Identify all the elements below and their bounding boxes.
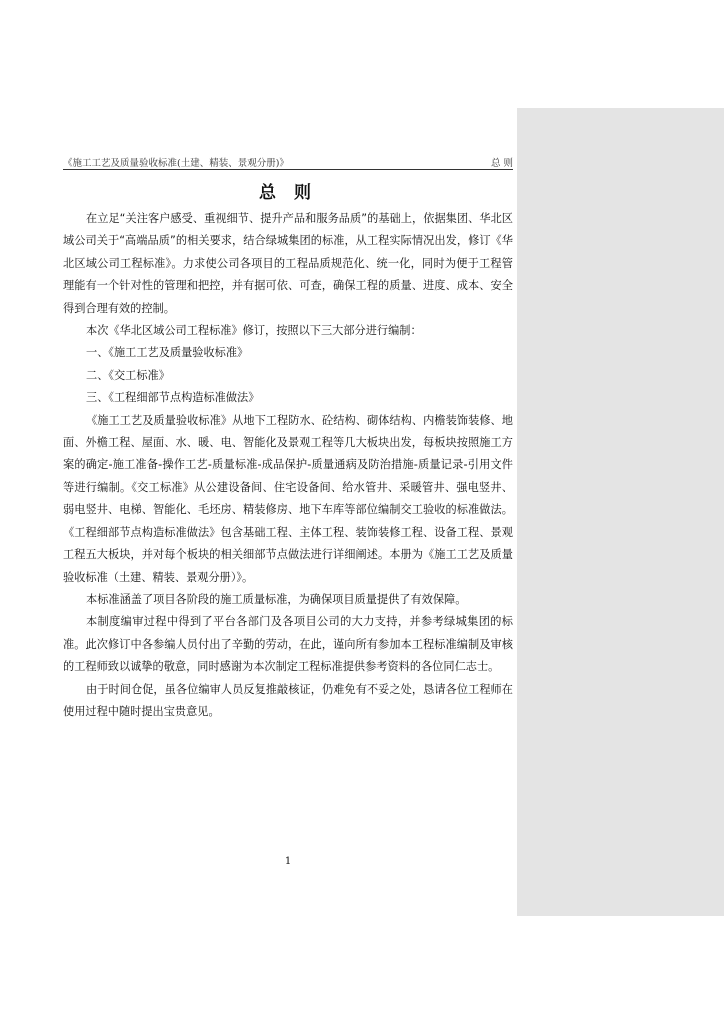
- paragraph-closing: 由于时间仓促，虽各位编审人员反复推敲核证，仍难免有不妥之处，恳请各位工程师在使用过程中随时提出宝贵意见。: [63, 682, 513, 718]
- header-section: 总 则: [490, 158, 513, 169]
- paragraph-acknowledgement: 本制度编审过程中得到了平台各部门及各项目公司的大力支持，并参考绿城集团的标准。此次修订中各参编人员付出了辛勤的劳动，在此，谨向所有参加本工程标准编制及审核的工程师致以诚挚的敬意，同时感谢为本次制定工程标准提供参考资料的各位同仁志士。: [63, 615, 513, 674]
- page-title: 总 则: [259, 183, 317, 203]
- paragraph-scope: 本标准涵盖了项目各阶段的施工质量标准，为确保项目质量提供了有效保障。: [86, 592, 467, 606]
- page-number: 1: [284, 856, 292, 867]
- list-item: 三、《工程细部节点构造标准做法》: [86, 391, 260, 405]
- header-doc-title: 《施工工艺及质量验收标准(土建、精装、景观分册)》: [63, 158, 289, 169]
- paragraph-structure: 本次《华北区域公司工程标准》修订，按照以下三大部分进行编制：: [86, 324, 422, 338]
- document-body: [63, 208, 513, 723]
- paragraph-contents: 《施工工艺及质量验收标准》从地下工程防水、砼结构、砌体结构、内檐装饰装修、地面、外檐工程、屋面、水、暖、电、智能化及景观工程等几大板块出发，每板块按照施工方案的确定-施工准备-操作工艺-质量标准-成品保护-质量通病及防治措施-质量记录-引用文件等进行编制。《交工标准》从公建设备间、住宅设备间、给水管井、采暖管井、强电竖井、弱电竖井、电梯、智能化、毛坯房、精装修房、地下车库等部位编制交工验收的标准做法。《工程细部节点构造标准做法》包含基础工程、主体工程、装饰装修工程、设备工程、景观工程五大板块，并对每个板块的相关细部节点做法进行详细阐述。本册为《施工工艺及质量验收标准（土建、精装、景观分册）》。: [63, 413, 513, 584]
- paragraph-intro: 在立足“关注客户感受、重视细节、提升产品和服务品质”的基础上，依据集团、华北区域公司关于“高端品质”的相关要求，结合绿城集团的标准，从工程实际情况出发，修订《华北区域公司工程标准》。力求使公司各项目的工程品质规范化、统一化，同时为便于工程管理能有一个针对性的管理和把控，并有据可依、可查，确保工程的质量、进度、成本、安全得到合理有效的控制。: [63, 212, 513, 315]
- comment-pane: [517, 108, 724, 916]
- list-item: 一、《施工工艺及质量验收标准》: [86, 346, 249, 360]
- list-item: 二、《交工标准》: [86, 368, 170, 382]
- page-header: [63, 154, 513, 170]
